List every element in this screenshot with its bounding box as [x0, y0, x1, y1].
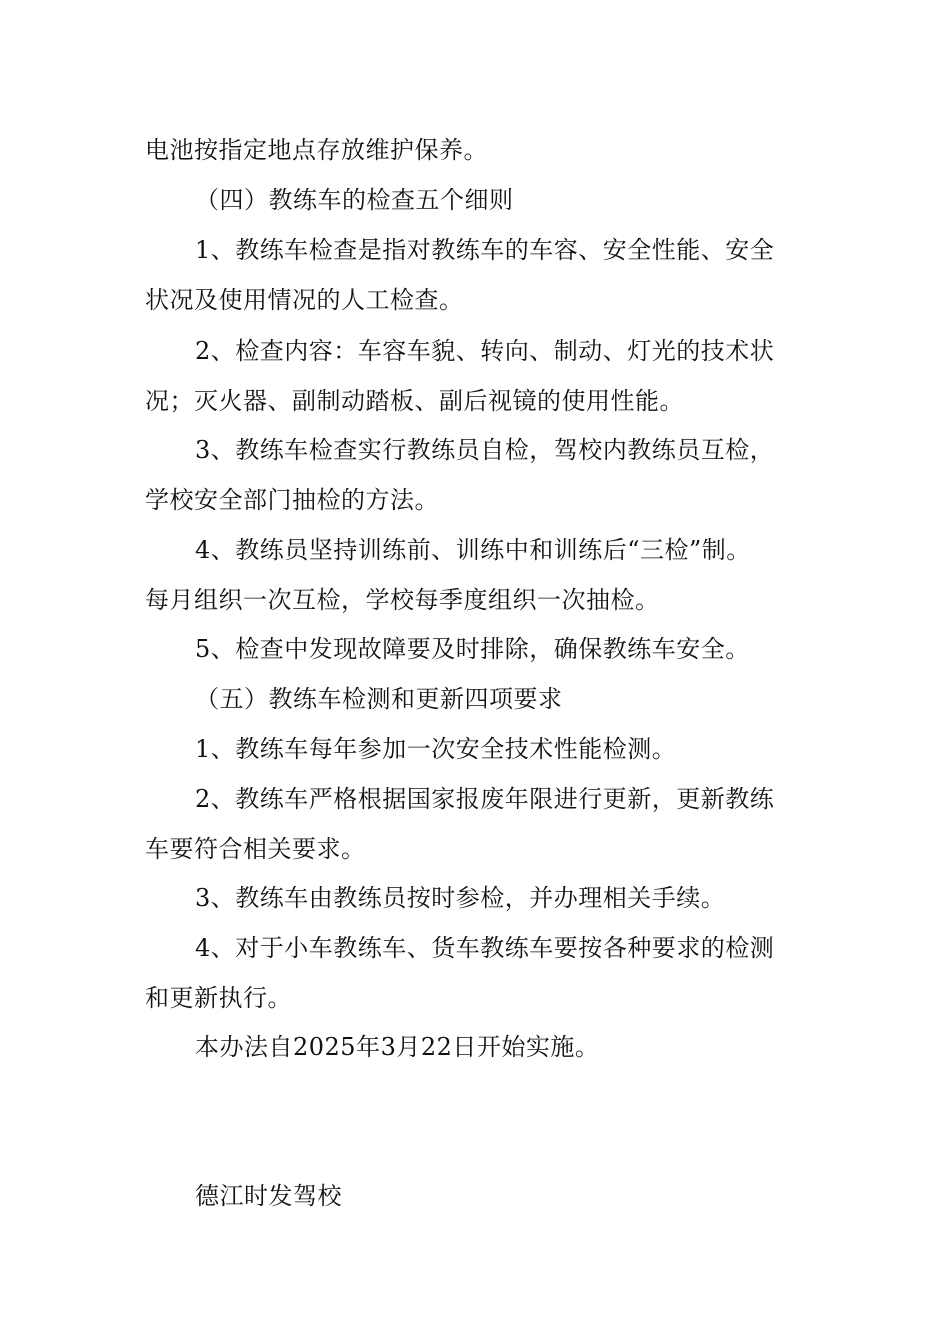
paragraph-line: 2、教练车严格根据国家报废年限进行更新，更新教练 — [195, 785, 775, 813]
paragraph-line: 和更新执行。 — [145, 984, 292, 1012]
paragraph-line: 2、检查内容：车容车貌、转向、制动、灯光的技术状 — [195, 337, 775, 365]
paragraph-line: 状况及使用情况的人工检查。 — [145, 286, 464, 314]
paragraph-line: 车要符合相关要求。 — [145, 835, 366, 863]
paragraph-line: 每月组织一次互检，学校每季度组织一次抽检。 — [145, 586, 660, 614]
section-heading-4: （四）教练车的检查五个细则 — [195, 186, 514, 214]
paragraph-line: 4、教练员坚持训练前、训练中和训练后“三检”制。 — [195, 536, 751, 564]
signature: 德江时发驾校 — [195, 1182, 342, 1210]
paragraph-line: 1、教练车检查是指对教练车的车容、安全性能、安全 — [195, 236, 775, 264]
paragraph-line: 学校安全部门抽检的方法。 — [145, 486, 439, 514]
section-heading-5: （五）教练车检测和更新四项要求 — [195, 685, 563, 713]
effective-date-line: 本办法自2025年3月22日开始实施。 — [195, 1033, 600, 1061]
paragraph-line: 1、教练车每年参加一次安全技术性能检测。 — [195, 735, 677, 763]
paragraph-line: 3、教练车由教练员按时参检，并办理相关手续。 — [195, 884, 726, 912]
paragraph-line: 电池按指定地点存放维护保养。 — [145, 136, 488, 164]
paragraph-line: 4、对于小车教练车、货车教练车要按各种要求的检测 — [195, 934, 775, 962]
paragraph-line: 5、检查中发现故障要及时排除，确保教练车安全。 — [195, 635, 750, 663]
paragraph-line: 况；灭火器、副制动踏板、副后视镜的使用性能。 — [145, 387, 684, 415]
paragraph-line: 3、教练车检查实行教练员自检，驾校内教练员互检， — [195, 436, 775, 464]
